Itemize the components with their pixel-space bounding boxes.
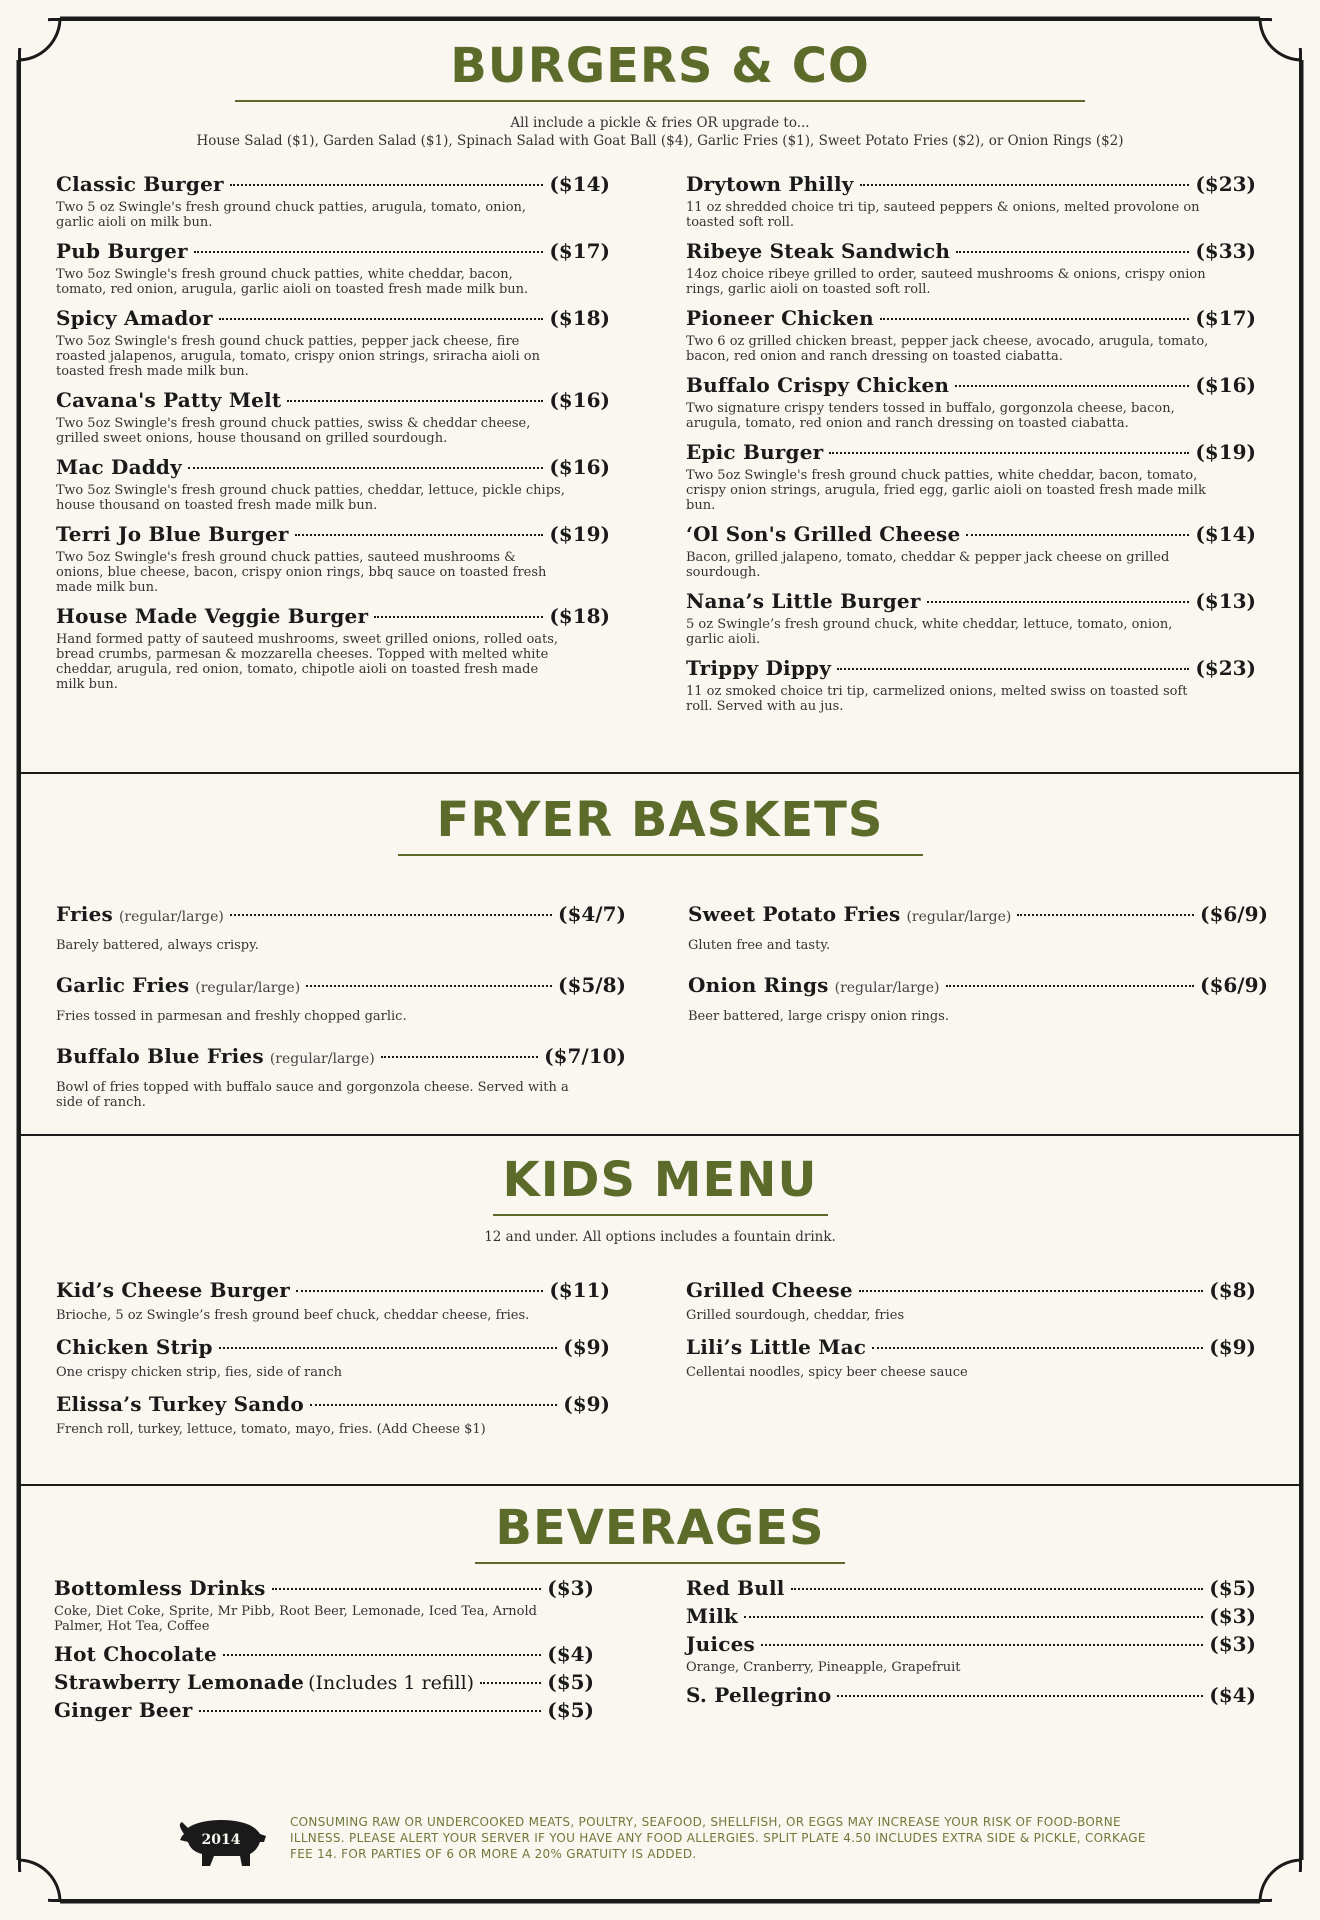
dot-leader <box>188 467 543 469</box>
dot-leader <box>860 184 1190 186</box>
food-safety-warning: CONSUMING RAW OR UNDERCOOKED MEATS, POULTRY, SEAFOOD, SHELLFISH, OR EGGS MAY INCREASE YOUR RISK OF FOOD-BORNE ILLNESS. PLEASE ALERT YOUR SERVER IF YOU HAVE ANY FOOD ALLERGIES. SPLIT PLATE 4.50 INCLUDES EXTRA SIDE & PICKLE, CORKAGE FEE 14. FOR PARTIES OF 6 OR MORE A 20% GRATUITY IS ADDED. <box>290 1815 1146 1861</box>
menu-item-price: ($3) <box>1209 1604 1256 1628</box>
menu-item-price: ($5) <box>547 1670 594 1694</box>
menu-item <box>686 1576 1256 1600</box>
title-rule <box>475 1562 845 1564</box>
title-rule <box>493 1214 828 1216</box>
menu-item-price: ($9) <box>563 1392 610 1416</box>
menu-item-name: ‘Ol Son's Grilled Cheese <box>686 522 961 546</box>
burgers-left-column <box>56 172 610 701</box>
menu-item-size-note: (regular/large) <box>906 909 1012 925</box>
dot-leader <box>230 914 552 916</box>
menu-item <box>686 1278 1256 1323</box>
menu-item-description: Hand formed patty of sauteed mushrooms, sweet grilled onions, rolled oats, bread crumbs, parmesan & mozzarella cheeses. Topped with melted white cheddar, arugula, red onion, tomato, chipotle aioli on toasted fresh made milk bun. <box>56 632 559 692</box>
menu-item-line <box>56 239 610 263</box>
menu-item <box>56 902 626 953</box>
dot-leader <box>306 985 552 987</box>
menu-item-size-note: (regular/large) <box>195 980 301 996</box>
menu-item-name: Chicken Strip <box>56 1335 213 1359</box>
menu-item-line <box>686 306 1256 330</box>
menu-item-description: Two 6 oz grilled chicken breast, pepper jack cheese, avocado, arugula, tomato, bacon, red onion and ranch dressing on toasted ciabatta. <box>686 334 1209 364</box>
menu-item <box>688 902 1268 953</box>
dot-leader <box>880 318 1189 320</box>
dot-leader <box>310 1404 557 1406</box>
menu-item-name: Red Bull <box>686 1576 785 1600</box>
dot-leader <box>837 1695 1203 1697</box>
menu-item-name: Lili’s Little Mac <box>686 1335 867 1359</box>
menu-item-name: Pub Burger <box>56 239 188 263</box>
fryer-right-column <box>688 902 1268 1044</box>
menu-item-line <box>54 1670 594 1694</box>
menu-item <box>56 1278 610 1323</box>
menu-item-line <box>686 172 1256 196</box>
menu-item <box>686 239 1256 297</box>
menu-item-price: ($4) <box>1209 1683 1256 1707</box>
dot-leader <box>837 668 1189 670</box>
section-title: KIDS MENU <box>502 1152 818 1208</box>
menu-item-size-note: (Includes 1 refill) <box>308 1672 475 1694</box>
menu-item-description: Brioche, 5 oz Swingle’s fresh ground beef chuck, cheddar cheese, fries. <box>56 1308 530 1323</box>
menu-item-description: Two 5oz Swingle's fresh ground chuck patties, white cheddar, bacon, tomato, red onion, arugula, garlic aioli on toasted fresh made milk bun. <box>56 267 529 297</box>
menu-item-name: Bottomless Drinks <box>54 1576 266 1600</box>
footer <box>170 1800 1170 1870</box>
dot-leader <box>272 1588 542 1590</box>
dot-leader <box>296 1290 543 1292</box>
menu-item <box>54 1576 594 1634</box>
menu-item-line <box>686 1632 1256 1656</box>
dot-leader <box>480 1682 541 1684</box>
menu-item-description: Two signature crispy tenders tossed in buffalo, gorgonzola cheese, bacon, arugula, tomato, red onion and ranch dressing on toasted ciabatta. <box>686 401 1175 431</box>
dot-leader <box>829 452 1189 454</box>
fryer-section <box>21 792 1299 856</box>
menu-item-description: French roll, turkey, lettuce, tomato, mayo, fries. (Add Cheese $1) <box>56 1422 486 1437</box>
menu-item-description: 14oz choice ribeye grilled to order, sauteed mushrooms & onions, crispy onion rings, garlic aioli on toasted soft roll. <box>686 267 1206 297</box>
menu-item-line <box>686 1278 1256 1302</box>
menu-item-line <box>686 1683 1256 1707</box>
menu-item-line <box>56 1044 626 1068</box>
menu-item-price: ($3) <box>1209 1632 1256 1656</box>
menu-item-price: ($4/7) <box>558 902 626 926</box>
menu-item-price: ($33) <box>1195 239 1256 263</box>
menu-item-name: Pioneer Chicken <box>686 306 874 330</box>
menu-item-price: ($19) <box>1195 440 1256 464</box>
menu-item <box>686 589 1256 647</box>
menu-item-line <box>686 239 1256 263</box>
dot-leader <box>966 534 1189 536</box>
menu-item <box>686 1683 1256 1707</box>
menu-item-line <box>686 1604 1256 1628</box>
menu-item-line <box>56 1335 610 1359</box>
menu-item-price: ($18) <box>549 306 610 330</box>
menu-item <box>56 172 610 230</box>
dot-leader <box>381 1056 538 1058</box>
menu-item-size-note: (regular/large) <box>118 909 224 925</box>
menu-item-price: ($3) <box>547 1576 594 1600</box>
title-rule <box>235 100 1085 102</box>
menu-item-name: Juices <box>686 1632 755 1656</box>
menu-item-price: ($6/9) <box>1200 902 1268 926</box>
dot-leader <box>791 1588 1204 1590</box>
dot-leader <box>219 1347 558 1349</box>
menu-item-name: Kid’s Cheese Burger <box>56 1278 291 1302</box>
menu-item-description: Orange, Cranberry, Pineapple, Grapefruit <box>686 1660 961 1675</box>
menu-item-price: ($16) <box>549 388 610 412</box>
dot-leader <box>1017 914 1194 916</box>
menu-item <box>688 973 1268 1024</box>
menu-item-description: One crispy chicken strip, fies, side of ranch <box>56 1365 343 1380</box>
menu-item-line <box>54 1576 594 1600</box>
menu-item-name: Classic Burger <box>56 172 224 196</box>
dot-leader <box>946 985 1195 987</box>
menu-item-name: Grilled Cheese <box>686 1278 853 1302</box>
menu-item-price: ($9) <box>1209 1335 1256 1359</box>
menu-item-description: Beer battered, large crispy onion rings. <box>688 1009 949 1024</box>
menu-item-name: Strawberry Lemonade <box>54 1670 305 1694</box>
menu-item-line <box>56 1392 610 1416</box>
menu-item-name: Buffalo Crispy Chicken <box>686 373 950 397</box>
menu-item-price: ($11) <box>549 1278 610 1302</box>
menu-item-name: Cavana's Patty Melt <box>56 388 282 412</box>
section-divider <box>18 1134 1302 1136</box>
menu-item-line <box>688 902 1268 926</box>
dot-leader <box>223 1654 541 1656</box>
logo-year: 2014 <box>201 1832 241 1848</box>
section-title: FRYER BASKETS <box>436 792 884 848</box>
menu-item-price: ($6/9) <box>1200 973 1268 997</box>
dot-leader <box>219 318 544 320</box>
menu-item-name: Spicy Amador <box>56 306 213 330</box>
pig-logo-icon <box>174 1808 270 1868</box>
menu-item-line <box>56 388 610 412</box>
section-title: BURGERS & CO <box>450 38 870 94</box>
dot-leader <box>859 1290 1203 1292</box>
menu-item-name: Terri Jo Blue Burger <box>56 522 289 546</box>
dot-leader <box>927 601 1190 603</box>
dot-leader <box>295 534 544 536</box>
menu-item-price: ($23) <box>1195 172 1256 196</box>
menu-item-price: ($14) <box>1195 522 1256 546</box>
dot-leader <box>872 1347 1203 1349</box>
menu-item-price: ($5) <box>1209 1576 1256 1600</box>
menu-item <box>686 172 1256 230</box>
menu-item-description: Cellentai noodles, spicy beer cheese sauce <box>686 1365 968 1380</box>
menu-item <box>56 455 610 513</box>
menu-item-line <box>56 306 610 330</box>
menu-item <box>56 604 610 692</box>
menu-item-line <box>56 902 626 926</box>
menu-item-description: Bacon, grilled jalapeno, tomato, cheddar & pepper jack cheese on grilled sourdough. <box>686 550 1170 580</box>
section-subtitle: All include a pickle & fries OR upgrade to... <box>510 115 810 131</box>
menu-item-price: ($16) <box>549 455 610 479</box>
menu-item-price: ($18) <box>549 604 610 628</box>
menu-item-description: 11 oz shredded choice tri tip, sauteed peppers & onions, melted provolone on toasted soft roll. <box>686 200 1200 230</box>
menu-item <box>54 1670 594 1694</box>
beverages-right-column <box>686 1576 1256 1711</box>
menu-item-description: Gluten free and tasty. <box>688 938 831 953</box>
menu-item-name: House Made Veggie Burger <box>56 604 369 628</box>
menu-item-name: S. Pellegrino <box>686 1683 832 1707</box>
menu-item <box>54 1642 594 1666</box>
menu-item-price: ($8) <box>1209 1278 1256 1302</box>
menu-item-name: Elissa’s Turkey Sando <box>56 1392 304 1416</box>
menu-item-line <box>56 973 626 997</box>
dot-leader <box>955 385 1189 387</box>
menu-item-line <box>686 522 1256 546</box>
menu-item <box>56 973 626 1024</box>
fryer-left-column <box>56 902 626 1130</box>
menu-item <box>686 1335 1256 1380</box>
dot-leader <box>230 184 544 186</box>
menu-item-name: Sweet Potato Fries <box>688 902 901 926</box>
menu-item-price: ($7/10) <box>544 1044 626 1068</box>
menu-item-name: Buffalo Blue Fries <box>56 1044 264 1068</box>
menu-item-line <box>686 373 1256 397</box>
menu-item-description: Two 5oz Swingle's fresh ground chuck patties, white cheddar, bacon, tomato, crispy onion strings, arugula, fried egg, garlic aioli on toasted fresh made milk bun. <box>686 468 1206 513</box>
menu-item-description: 11 oz smoked choice tri tip, carmelized onions, melted swiss on toasted soft roll. Served with au jus. <box>686 684 1188 714</box>
menu-item-price: ($5) <box>547 1698 594 1722</box>
menu-item-line <box>56 172 610 196</box>
menu-item-line <box>54 1698 594 1722</box>
menu-item-description: 5 oz Swingle’s fresh ground chuck, white cheddar, lettuce, tomato, onion, garlic aioli. <box>686 617 1173 647</box>
menu-item-price: ($16) <box>1195 373 1256 397</box>
menu-item-line <box>688 973 1268 997</box>
menu-item-line <box>56 1278 610 1302</box>
menu-item-line <box>686 440 1256 464</box>
menu-item-name: Trippy Dippy <box>686 656 832 680</box>
burgers-section <box>21 38 1299 150</box>
menu-item-line <box>56 455 610 479</box>
menu-item-size-note: (regular/large) <box>269 1051 375 1067</box>
menu-item-name: Drytown Philly <box>686 172 854 196</box>
kids-section <box>21 1152 1299 1246</box>
menu-item-description: Coke, Diet Coke, Sprite, Mr Pibb, Root Beer, Lemonade, Iced Tea, Arnold Palmer, Hot Tea, Coffee <box>54 1604 537 1634</box>
dot-leader <box>956 251 1189 253</box>
menu-item-description: Fries tossed in parmesan and freshly chopped garlic. <box>56 1009 407 1024</box>
beverages-left-column <box>54 1576 594 1726</box>
menu-item <box>56 1044 626 1110</box>
dot-leader <box>199 1710 542 1712</box>
menu-item-line <box>54 1642 594 1666</box>
menu-item <box>686 306 1256 364</box>
section-subtitle: 12 and under. All options includes a fountain drink. <box>484 1229 836 1245</box>
section-divider <box>18 772 1302 774</box>
dot-leader <box>744 1616 1203 1618</box>
menu-item-name: Nana’s Little Burger <box>686 589 921 613</box>
menu-item-name: Epic Burger <box>686 440 824 464</box>
menu-item <box>686 656 1256 714</box>
dot-leader <box>194 251 544 253</box>
menu-item-price: ($14) <box>549 172 610 196</box>
beverages-section <box>21 1500 1299 1564</box>
menu-item-name: Fries <box>56 902 113 926</box>
menu-item-line <box>686 1576 1256 1600</box>
menu-item-price: ($17) <box>1195 306 1256 330</box>
menu-item <box>686 1632 1256 1675</box>
menu-item-description: Two 5 oz Swingle's fresh ground chuck patties, arugula, tomato, onion, garlic aioli on milk bun. <box>56 200 527 230</box>
section-divider <box>18 1484 1302 1486</box>
menu-item-price: ($19) <box>549 522 610 546</box>
menu-item-price: ($4) <box>547 1642 594 1666</box>
menu-item <box>56 388 610 446</box>
menu-item-size-note: (regular/large) <box>834 980 940 996</box>
menu-item <box>56 522 610 595</box>
menu-item <box>686 1604 1256 1628</box>
menu-item-line <box>56 604 610 628</box>
dot-leader <box>761 1644 1203 1646</box>
dot-leader <box>287 400 543 402</box>
menu-item-price: ($17) <box>549 239 610 263</box>
section-subtitle: House Salad ($1), Garden Salad ($1), Spinach Salad with Goat Ball ($4), Garlic Fries ($1), Sweet Potato Fries ($2), or Onion Rings ($2) <box>196 133 1124 149</box>
menu-item <box>56 1392 610 1437</box>
menu-item-line <box>56 522 610 546</box>
menu-item-price: ($9) <box>563 1335 610 1359</box>
menu-item-description: Two 5oz Swingle's fresh ground chuck patties, cheddar, lettuce, pickle chips, house thousand on toasted fresh made milk bun. <box>56 483 565 513</box>
kids-right-column <box>686 1278 1256 1392</box>
menu-item <box>686 522 1256 580</box>
menu-item-price: ($23) <box>1195 656 1256 680</box>
dot-leader <box>374 616 543 618</box>
menu-item-name: Garlic Fries <box>56 973 190 997</box>
menu-item-name: Onion Rings <box>688 973 829 997</box>
menu-item-description: Grilled sourdough, cheddar, fries <box>686 1308 905 1323</box>
menu-item-price: ($13) <box>1195 589 1256 613</box>
menu-item-name: Milk <box>686 1604 738 1628</box>
menu-item-name: Hot Chocolate <box>54 1642 217 1666</box>
menu-item-name: Ginger Beer <box>54 1698 193 1722</box>
menu-item <box>54 1698 594 1722</box>
menu-item-description: Bowl of fries topped with buffalo sauce and gorgonzola cheese. Served with a side of ranch. <box>56 1080 569 1110</box>
menu-item-line <box>686 1335 1256 1359</box>
title-rule <box>398 854 923 856</box>
menu-item-line <box>686 656 1256 680</box>
menu-item-name: Ribeye Steak Sandwich <box>686 239 951 263</box>
menu-item-description: Two 5oz Swingle's fresh gound chuck patties, pepper jack cheese, fire roasted jalapenos, arugula, tomato, crispy onion strings, sriracha aioli on toasted fresh made milk bun. <box>56 334 540 379</box>
kids-left-column <box>56 1278 610 1449</box>
menu-item <box>686 440 1256 513</box>
menu-item <box>56 1335 610 1380</box>
menu-item <box>56 306 610 379</box>
menu-item-name: Mac Daddy <box>56 455 182 479</box>
menu-item-description: Two 5oz Swingle's fresh ground chuck patties, sauteed mushrooms & onions, blue cheese, bacon, crispy onion rings, bbq sauce on toasted fresh made milk bun. <box>56 550 547 595</box>
menu-item-price: ($5/8) <box>558 973 626 997</box>
section-title: BEVERAGES <box>495 1500 825 1556</box>
menu-item <box>56 239 610 297</box>
menu-item-line <box>686 589 1256 613</box>
menu-item-description: Barely battered, always crispy. <box>56 938 259 953</box>
menu-item-description: Two 5oz Swingle's fresh ground chuck patties, swiss & cheddar cheese, grilled sweet onions, house thousand on grilled sourdough. <box>56 416 531 446</box>
menu-item <box>686 373 1256 431</box>
burgers-right-column <box>686 172 1256 723</box>
